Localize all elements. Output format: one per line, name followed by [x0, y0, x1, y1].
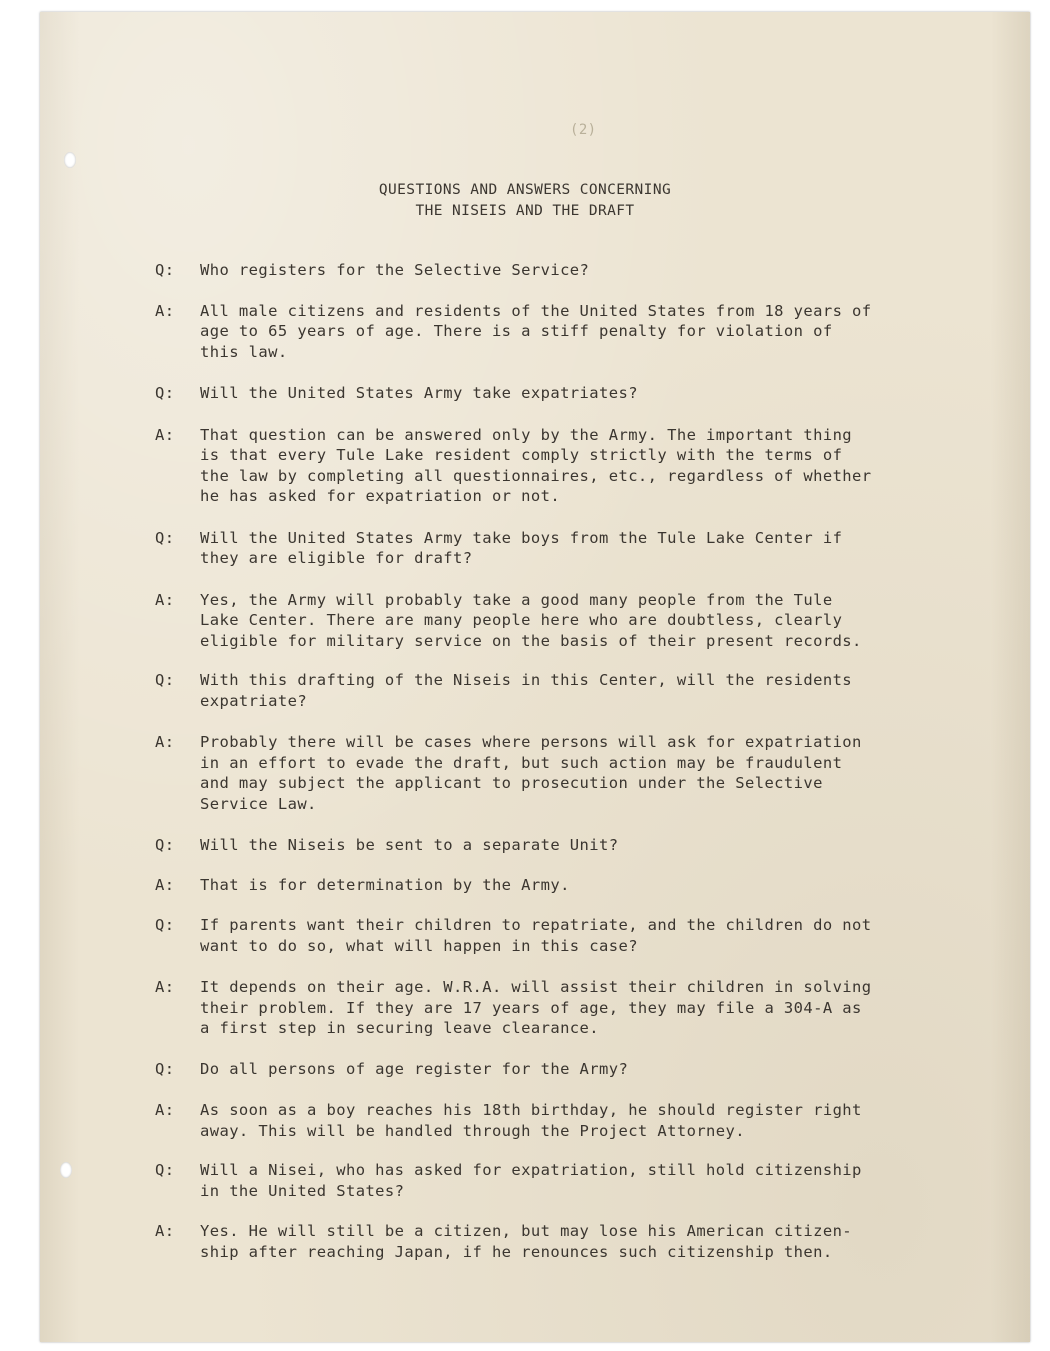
answer-entry [155, 590, 895, 652]
text-line: expatriate? [200, 691, 308, 710]
question-marker: Q: [155, 384, 175, 402]
text-line: Service Law. [200, 794, 317, 813]
answer-text [200, 590, 895, 652]
text-line: and may subject the applicant to prosecution under the Selective [200, 774, 823, 792]
question-marker: Q: [155, 836, 175, 854]
question-entry [155, 528, 895, 569]
question-marker: Q: [155, 1161, 175, 1179]
text-line: in an effort to evade the draft, but such action may be fraudulent [200, 753, 843, 772]
document-title [300, 180, 750, 222]
answer-marker: A: [155, 733, 175, 751]
question-entry [155, 670, 895, 711]
text-line: With this drafting of the Niseis in this Center, will the residents [200, 671, 853, 689]
answer-marker: A: [155, 425, 175, 444]
text-line: Lake Center. There are many people here who are doubtless, clearly [200, 611, 843, 629]
answer-marker: A: [155, 590, 175, 609]
text-line: It depends on their age. W.R.A. will assist their children in solving [200, 978, 872, 996]
question-text [200, 670, 895, 711]
text-line: ship after reaching Japan, if he renounces such citizenship then. [200, 1242, 833, 1261]
text-line: As soon as a boy reaches his 18th birthday, he should register right [200, 1101, 862, 1119]
question-marker: Q: [155, 261, 175, 279]
answer-marker: A: [155, 301, 175, 320]
punch-hole [64, 152, 76, 168]
answer-text [200, 875, 895, 896]
question-text [200, 528, 895, 569]
text-line: age to 65 years of age. There is a stiff penalty for violation of [200, 322, 833, 340]
question-entry [155, 260, 895, 281]
question-marker: Q: [155, 671, 175, 689]
text-line: Do all persons of age register for the Army? [200, 1059, 629, 1078]
text-line: want to do so, what will happen in this case? [200, 936, 638, 955]
title-line: THE NISEIS AND THE DRAFT [415, 203, 635, 219]
text-line: Will the United States Army take boys from the Tule Lake Center if [200, 528, 843, 547]
question-entry [155, 835, 895, 856]
qa-list [155, 240, 895, 1262]
text-line: Will the United States Army take expatriates? [200, 384, 638, 402]
title-line: QUESTIONS AND ANSWERS CONCERNING [378, 182, 672, 198]
text-line: Yes. He will still be a citizen, but may lose his American citizen- [200, 1222, 853, 1240]
punch-hole [60, 1162, 72, 1178]
answer-text [200, 977, 895, 1039]
answer-entry [155, 1100, 895, 1141]
question-text [200, 835, 895, 856]
question-text [200, 1059, 895, 1080]
text-line: Probably there will be cases where persons will ask for expatriation [200, 733, 862, 751]
answer-marker: A: [155, 875, 175, 894]
question-text [200, 1160, 895, 1201]
answer-marker: A: [155, 1101, 175, 1119]
answer-marker: A: [155, 1222, 175, 1240]
text-line: the law by completing all questionnaires, etc., regardless of whether [200, 466, 872, 485]
question-marker: Q: [155, 528, 175, 547]
question-entry [155, 915, 895, 956]
page-number: (2) [570, 122, 597, 138]
answer-entry [155, 425, 895, 507]
text-line: he has asked for expatriation or not. [200, 487, 561, 505]
text-line: eligible for military service on the basis of their present records. [200, 631, 862, 650]
question-marker: Q: [155, 916, 175, 934]
question-entry [155, 383, 895, 404]
question-entry [155, 1059, 895, 1080]
question-marker: Q: [155, 1059, 175, 1078]
answer-text [200, 1221, 895, 1262]
answer-entry [155, 301, 895, 363]
answer-entry [155, 875, 895, 896]
answer-entry [155, 1221, 895, 1262]
text-line: away. This will be handled through the Project Attorney. [200, 1121, 745, 1140]
text-line: this law. [200, 342, 288, 361]
text-line: Yes, the Army will probably take a good many people from the Tule [200, 590, 833, 609]
answer-marker: A: [155, 978, 175, 996]
question-text [200, 260, 895, 281]
answer-text [200, 301, 895, 363]
question-text [200, 915, 895, 956]
text-line: Who registers for the Selective Service? [200, 261, 590, 279]
answer-entry [155, 977, 895, 1039]
question-text [200, 383, 895, 404]
text-line: in the United States? [200, 1181, 405, 1200]
text-line: is that every Tule Lake resident comply strictly with the terms of [200, 446, 843, 464]
text-line: a first step in securing leave clearance. [200, 1019, 600, 1037]
text-line: That question can be answered only by the Army. The important thing [200, 425, 853, 444]
answer-entry [155, 732, 895, 814]
text-line: All male citizens and residents of the United States from 18 years of [200, 301, 872, 320]
answer-text [200, 425, 895, 507]
answer-text [200, 1100, 895, 1141]
text-line: their problem. If they are 17 years of age, they may file a 304-A as [200, 998, 862, 1017]
question-entry [155, 1160, 895, 1201]
answer-text [200, 732, 895, 814]
text-line: That is for determination by the Army. [200, 875, 570, 894]
text-line: they are eligible for draft? [200, 549, 473, 567]
text-line: Will a Nisei, who has asked for expatriation, still hold citizenship [200, 1161, 862, 1179]
text-line: Will the Niseis be sent to a separate Unit? [200, 836, 619, 854]
text-line: If parents want their children to repatriate, and the children do not [200, 916, 872, 934]
